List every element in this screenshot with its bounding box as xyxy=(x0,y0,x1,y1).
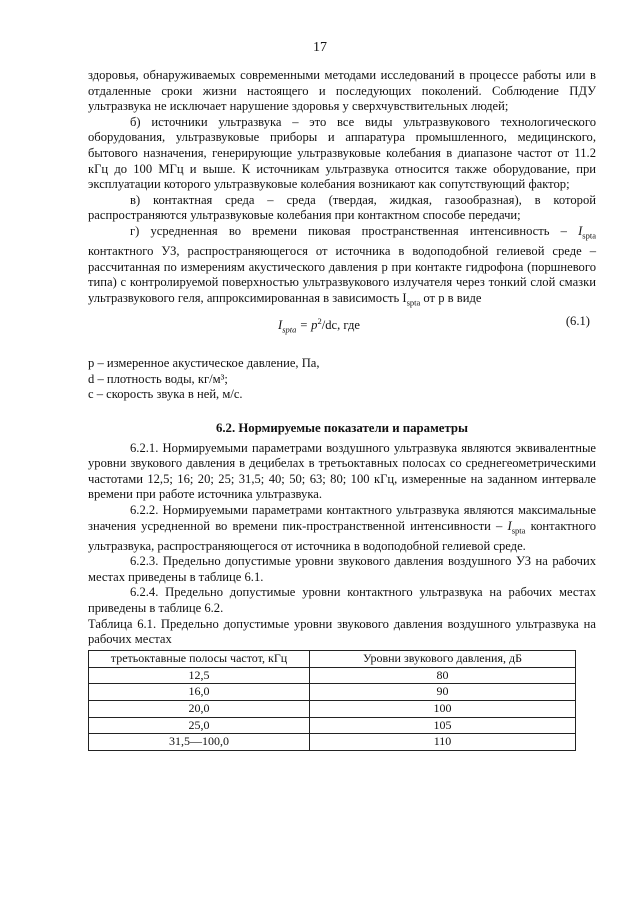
formula-expression: $I_{spta} = p^2/dc$, где xyxy=(278,315,360,335)
paragraph-6-2-2: 6.2.2. Нормируемыми параметрами контактного ультразвука являются максимальные значения усредненной во времени пик-пространственной интенсивности – $I_{spta}$ контактного ультразвука, распространяющегося от источника в водоподобной гелиевой среде. xyxy=(88,502,596,553)
body-text xyxy=(88,68,596,751)
table-row xyxy=(89,684,576,701)
table-header-cell: третьоктавные полосы частот, кГц xyxy=(89,650,310,667)
limits-table xyxy=(88,650,576,751)
table-row xyxy=(89,734,576,751)
definition-item: с – скорость звука в ней, м/с. xyxy=(88,387,243,402)
paragraph-6-2-1: 6.2.1. Нормируемыми параметрами воздушного ультразвука являются эквивалентные уровни звукового давления в децибелах в третьоктавных полосах со среднегеометрическими частотами 12,5; 16; 20; 25; 31,5; 40; 50; 63; 80; 100 кГц, измеренные на заданном интервале времени при работе источника ультразвука. xyxy=(88,440,596,502)
paragraph-health: здоровья, обнаруживаемых современными методами исследований в процессе работы или в отдаленные сроки жизни настоящего и последующих поколений. Соблюдение ПДУ ультразвука не исключает нарушение здоровья у сверхчувствительных людей; xyxy=(88,68,596,114)
definition-item: р – измеренное акустическое давление, Па, xyxy=(88,356,320,371)
page-number: 17 xyxy=(313,40,327,55)
table-row xyxy=(89,717,576,734)
table-cell: 90 xyxy=(310,684,576,701)
table-caption: Таблица 6.1. Предельно допустимые уровни звукового давления воздушного ультразвука на рабочих местах xyxy=(88,616,596,647)
paragraph-6-2-4: 6.2.4. Предельно допустимые уровни контактного ультразвука на рабочих местах приведены в таблице 6.2. xyxy=(88,585,596,616)
section-title: 6.2. Нормируемые показатели и параметры xyxy=(215,421,469,436)
table-row xyxy=(89,667,576,684)
table-cell: 20,0 xyxy=(89,701,310,718)
paragraph-contact-medium: в) контактная среда – среда (твердая, жидкая, газообразная), в которой распространяются ультразвуковые колебания при контактном способе передачи; xyxy=(88,192,596,223)
table-header-cell: Уровни звукового давления, дБ xyxy=(310,650,576,667)
paragraph-intensity: г) усредненная во времени пиковая пространственная интенсивность – $I_{spta}$ контактного УЗ, распространяющегося от источника в водоподобной гелиевой среде – рассчитанная по измерениям акустического давления р при контакте гидрофона (поршневого типа) с контролируемой поверхностью ультразвукового излучателя через тонкий слой смазки ультразвукового геля, аппроксимированная в зависимость $I_{spta}$ от р в виде xyxy=(88,223,596,308)
paragraph-6-2-3: 6.2.3. Предельно допустимые уровни звукового давления воздушного УЗ на рабочих местах приведены в таблице 6.1. xyxy=(88,554,596,584)
paragraph-sources: б) источники ультразвука – это все виды ультразвукового технологического оборудования, ультразвуковые приборы и аппаратура промышленного, медицинского, бытового назначения, генерирующие ультразвуковые колебания в диапазоне частот от 11.2 кГц до 100 МГц и выше. К источникам ультразвука относится также оборудование, при эксплуатации которого ультразвуковые колебания возникают как сопутствующий фактор; xyxy=(88,114,596,192)
table-cell: 25,0 xyxy=(89,717,310,734)
table-cell: 105 xyxy=(310,717,576,734)
table-cell: 100 xyxy=(310,701,576,718)
table-row xyxy=(89,701,576,718)
table-cell: 80 xyxy=(310,667,576,684)
table-cell: 12,5 xyxy=(89,667,310,684)
definition-item: d – плотность воды, кг/м³; xyxy=(88,371,228,386)
formula-number: (6.1) xyxy=(565,313,590,328)
table-header-row xyxy=(89,650,576,667)
table-cell: 110 xyxy=(310,734,576,751)
table-cell: 16,0 xyxy=(89,684,310,701)
formula-definitions xyxy=(88,356,596,403)
table-cell: 31,5—100,0 xyxy=(89,734,310,751)
formula-6-1 xyxy=(88,314,596,338)
